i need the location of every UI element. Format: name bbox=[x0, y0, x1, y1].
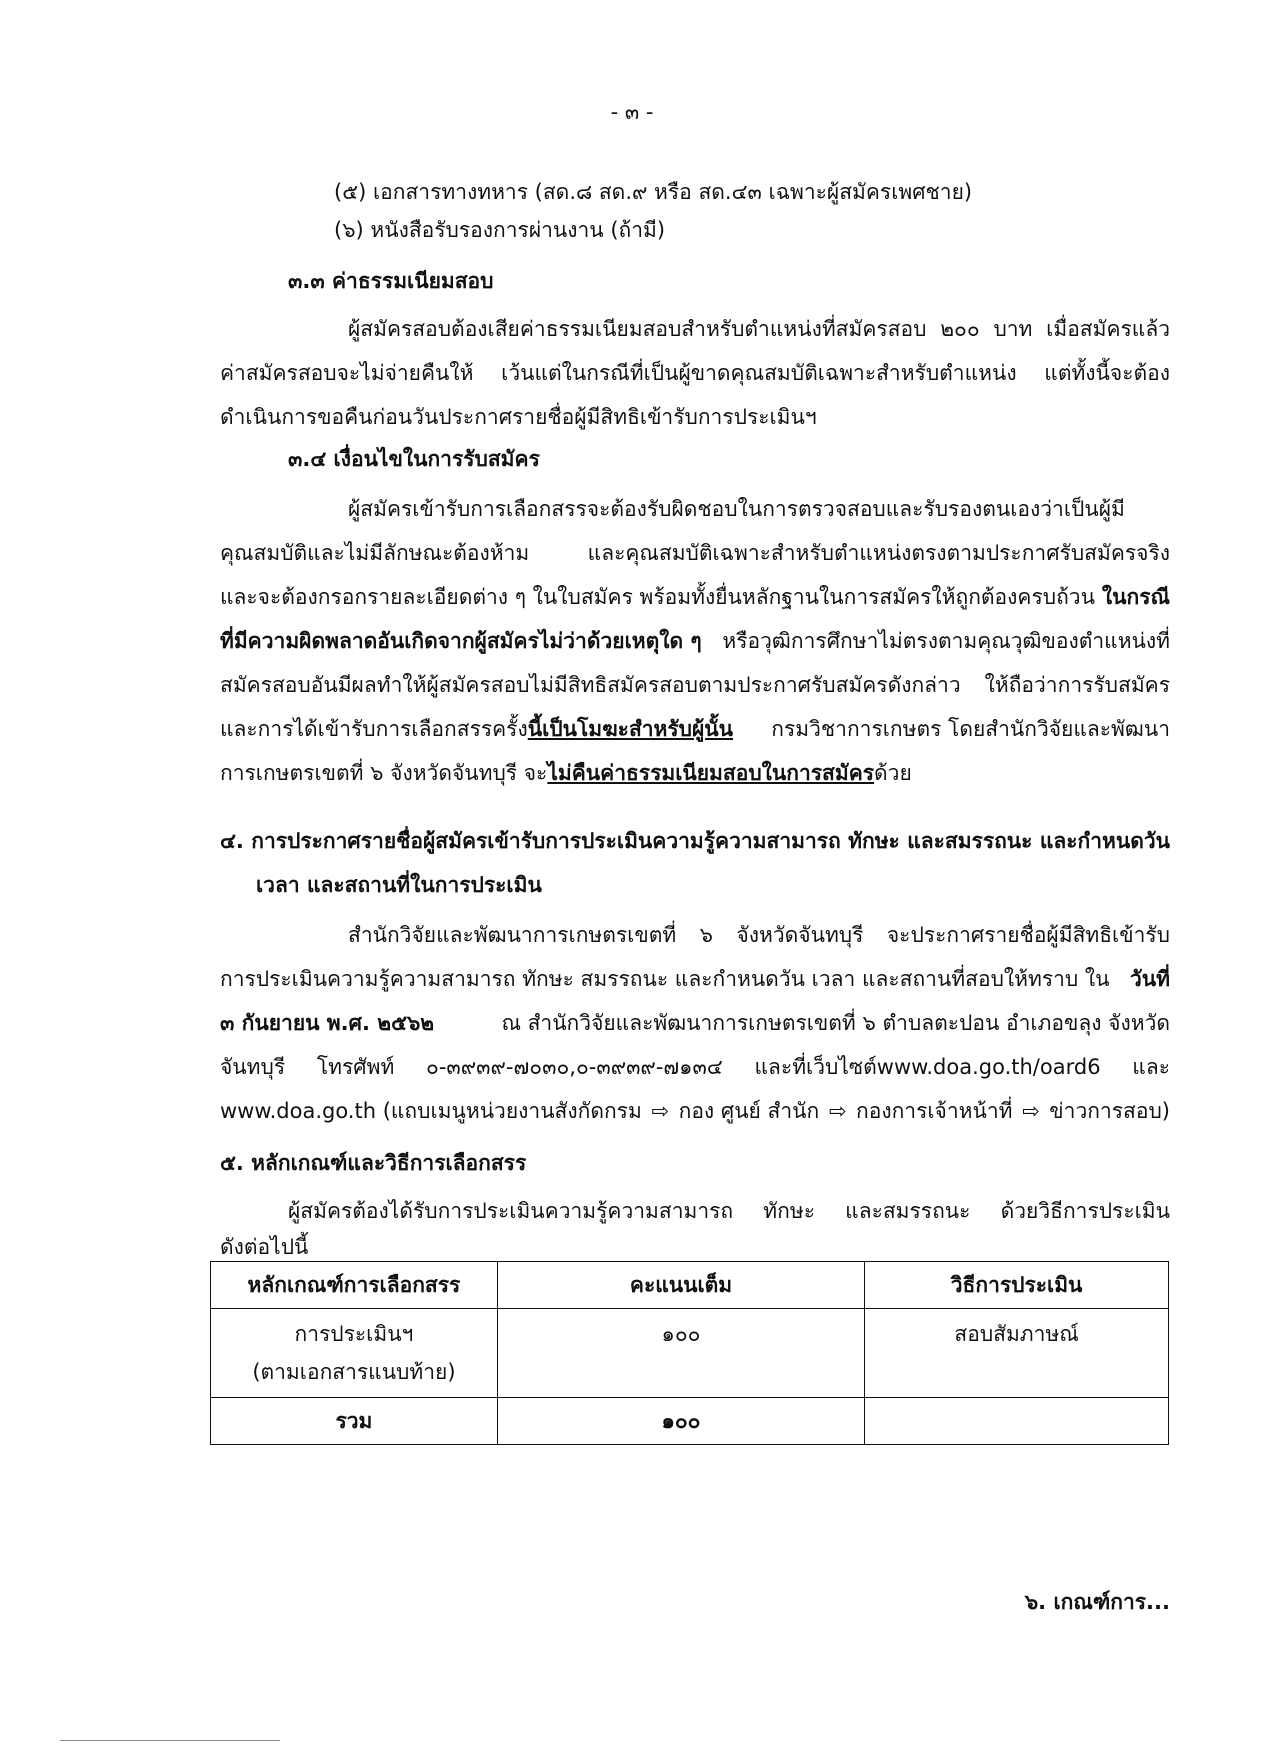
section-4-line-3-text: ณ สำนักวิจัยและพัฒนาการเกษตรเขตที่ ๖ ตำบลตะปอน อำเภอขลุง จังหวัด bbox=[501, 1011, 1170, 1035]
section-3-3-line-2: ค่าสมัครสอบจะไม่จ่ายคืนให้ เว้นแต่ในกรณีที่เป็นผู้ขาดคุณสมบัติเฉพาะสำหรับตำแหน่ง แต่ทั้งนี้จะต้อง bbox=[220, 361, 1170, 385]
table-cell-score bbox=[497, 1309, 864, 1398]
section-3-4-line-4 bbox=[220, 618, 1170, 664]
method-value: สอบสัมภาษณ์ bbox=[954, 1322, 1079, 1346]
section-4-line-3 bbox=[220, 1000, 1170, 1046]
section-3-4-line-2: คุณสมบัติและไม่มีลักษณะต้องห้าม และคุณสมบัติเฉพาะสำหรับตำแหน่งตรงตามประกาศรับสมัครจริง bbox=[220, 541, 1170, 565]
section-4-line-5-part-4: ข่าวการสอบ) bbox=[1049, 1099, 1170, 1123]
section-3-4-line-3 bbox=[220, 574, 1170, 620]
section-3-4-heading: ๓.๔ เงื่อนไขในการรับสมัคร bbox=[288, 447, 540, 471]
section-3-4-line-7-text: การเกษตรเขตที่ ๖ จังหวัดจันทบุรี จะ bbox=[220, 761, 548, 785]
section-3-3-line-3: ดำเนินการขอคืนก่อนวันประกาศรายชื่อผู้มีสิทธิเข้ารับการประเมินฯ bbox=[220, 405, 817, 429]
section-5-line-2: ดังต่อไปนี้ bbox=[220, 1235, 309, 1259]
arrow-right-icon: ⇨ bbox=[651, 1099, 670, 1123]
section-3-4-line-6 bbox=[220, 706, 1170, 752]
section-3-4-line-5: สมัครสอบอันมีผลทำให้ผู้สมัครสอบไม่มีสิทธิสมัครสอบตามประกาศรับสมัครดังกล่าว ให้ถือว่าการรับสมัคร bbox=[220, 673, 1170, 697]
list-item-military-documents: (๕) เอกสารทางทหาร (สด.๘ สด.๙ หรือ สด.๔๓ เฉพาะผู้สมัครเพศชาย) bbox=[334, 180, 973, 204]
section-4-heading-line-1: ๔. การประกาศรายชื่อผู้สมัครเข้ารับการประเมินความรู้ความสามารถ ทักษะ และสมรรถนะ และกำหนดวัน bbox=[220, 829, 1170, 853]
section-4-line-5-part-2: กอง ศูนย์ สำนัก bbox=[678, 1099, 820, 1123]
scan-mark bbox=[60, 1740, 280, 1741]
criteria-line-2: (ตามเอกสารแนบท้าย) bbox=[252, 1360, 456, 1384]
arrow-right-icon: ⇨ bbox=[828, 1099, 847, 1123]
section-3-4-line-4-emphasis: ที่มีความผิดพลาดอันเกิดจากผู้สมัครไม่ว่าด้วยเหตุใด ๆ bbox=[220, 629, 702, 653]
section-5-line-1: ผู้สมัครต้องได้รับการประเมินความรู้ความสามารถ ทักษะ และสมรรถนะ ด้วยวิธีการประเมิน bbox=[288, 1199, 1170, 1223]
table-header-full-score: คะแนนเต็ม bbox=[497, 1262, 864, 1309]
score-value: ๑๐๐ bbox=[661, 1322, 701, 1346]
table-cell-method bbox=[865, 1309, 1169, 1398]
section-3-4-line-6-tail: กรมวิชาการเกษตร โดยสำนักวิจัยและพัฒนา bbox=[771, 717, 1170, 741]
total-method bbox=[865, 1398, 1169, 1445]
section-3-4-line-6-text: และการได้เข้ารับการเลือกสรรครั้ง bbox=[220, 717, 528, 741]
section-3-4-line-7 bbox=[220, 750, 912, 796]
section-4-line-3-date: ๓ กันยายน พ.ศ. ๒๕๖๒ bbox=[220, 1011, 435, 1035]
table-total-row bbox=[211, 1398, 1169, 1445]
total-label: รวม bbox=[211, 1398, 498, 1445]
section-3-3-line-1: ผู้สมัครสอบต้องเสียค่าธรรมเนียมสอบสำหรับตำแหน่งที่สมัครสอบ ๒๐๐ บาท เมื่อสมัครแล้ว bbox=[348, 317, 1170, 341]
section-4-line-2-emphasis: วันที่ bbox=[1130, 967, 1170, 991]
section-4-line-5-part-3: กองการเจ้าหน้าที่ bbox=[856, 1099, 1013, 1123]
table-header-method: วิธีการประเมิน bbox=[865, 1262, 1169, 1309]
section-3-4-line-1: ผู้สมัครเข้ารับการเลือกสรรจะต้องรับผิดชอบในการตรวจสอบและรับรองตนเองว่าเป็นผู้มี bbox=[348, 497, 1125, 521]
table-row bbox=[211, 1309, 1169, 1398]
section-3-4-line-7-emphasis: ไม่คืนค่าธรรมเนียมสอบในการสมัคร bbox=[547, 761, 875, 785]
arrow-right-icon: ⇨ bbox=[1022, 1099, 1040, 1123]
continuation-text: ๖. เกณฑ์การ... bbox=[1024, 1590, 1170, 1614]
section-4-line-5 bbox=[220, 1088, 1170, 1134]
section-3-4-line-3-emphasis: ในกรณี bbox=[1101, 585, 1170, 609]
section-3-4-line-7-tail: ด้วย bbox=[874, 761, 912, 785]
section-3-3-heading: ๓.๓ ค่าธรรมเนียมสอบ bbox=[288, 269, 494, 293]
table-header-criteria: หลักเกณฑ์การเลือกสรร bbox=[211, 1262, 498, 1309]
section-3-4-line-6-emphasis: นี้เป็นโมฆะสำหรับผู้นั้น bbox=[527, 717, 734, 741]
criteria-line-1: การประเมินฯ bbox=[294, 1322, 414, 1346]
section-4-line-2 bbox=[220, 956, 1170, 1002]
list-item-work-certificate: (๖) หนังสือรับรองการผ่านงาน (ถ้ามี) bbox=[334, 218, 666, 242]
section-4-line-4: จันทบุรี โทรศัพท์ ๐-๓๙๓๙-๗๐๓๐,๐-๓๙๓๙-๗๑๓๔ และที่เว็บไซต์www.doa.go.th/oard6 และ bbox=[220, 1055, 1170, 1079]
table-cell-criteria bbox=[211, 1309, 498, 1398]
selection-criteria-table bbox=[210, 1261, 1169, 1445]
section-4-line-2-text: การประเมินความรู้ความสามารถ ทักษะ สมรรถนะ และกำหนดวัน เวลา และสถานที่สอบให้ทราบ ใน bbox=[220, 967, 1110, 991]
total-score: ๑๐๐ bbox=[497, 1398, 864, 1445]
section-3-4-line-3-text: และจะต้องกรอกรายละเอียดต่าง ๆ ในใบสมัคร พร้อมทั้งยื่นหลักฐานในการสมัครให้ถูกต้องครบถ้วน bbox=[220, 585, 1095, 609]
table-header-row bbox=[211, 1262, 1169, 1309]
section-3-4-line-4-text: หรือวุฒิการศึกษาไม่ตรงตามคุณวุฒิของตำแหน่งที่ bbox=[722, 629, 1170, 653]
page-number: - ๓ - bbox=[610, 100, 654, 124]
section-4-line-5-part-1: www.doa.go.th (แถบเมนูหน่วยงานสังกัดกรม bbox=[220, 1099, 642, 1123]
section-5-heading: ๕. หลักเกณฑ์และวิธีการเลือกสรร bbox=[220, 1151, 527, 1175]
section-4-line-1: สำนักวิจัยและพัฒนาการเกษตรเขตที่ ๖ จังหวัดจันทบุรี จะประกาศรายชื่อผู้มีสิทธิเข้ารับ bbox=[348, 923, 1170, 947]
section-4-heading-line-2: เวลา และสถานที่ในการประเมิน bbox=[256, 873, 542, 897]
